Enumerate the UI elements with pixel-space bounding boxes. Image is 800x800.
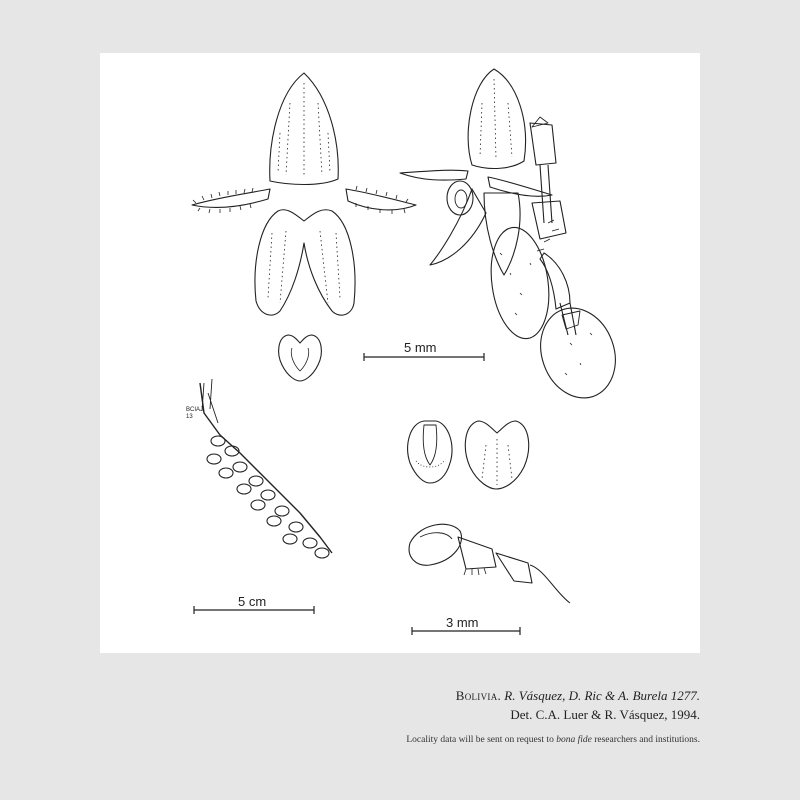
stem-and-fruits [484, 117, 627, 409]
flower-with-ovary-detail [409, 524, 570, 603]
locality: Bolivia. [455, 688, 502, 703]
caption [456, 686, 700, 724]
column-detail [408, 421, 452, 483]
note-before: Locality data will be sent on request to [406, 735, 554, 745]
scale-label-detail: 3 mm [446, 615, 479, 630]
right-petal [346, 186, 416, 214]
note-emphasis: bona fide [556, 735, 592, 745]
lateral-sepals [255, 210, 355, 315]
collectors: R. Vásquez, D. Ric & A. Burela 1277. [504, 688, 700, 703]
lip [279, 335, 322, 381]
scale-label-flower: 5 mm [404, 340, 437, 355]
habit-drawing [200, 379, 332, 558]
flower-side-view [400, 69, 552, 275]
determination: Det. C.A. Luer & R. Vásquez, 1994. [510, 707, 700, 722]
scale-label-habit: 5 cm [238, 594, 267, 609]
note-after: researchers and institutions. [594, 735, 700, 745]
dorsal-sepal [270, 73, 338, 185]
lip-detail [465, 421, 528, 489]
specimen-label: BCIAJ 13 [186, 407, 204, 420]
left-petal [192, 188, 270, 213]
illustration-plate [100, 53, 700, 653]
locality-note [406, 735, 700, 745]
collection-line [456, 686, 700, 705]
